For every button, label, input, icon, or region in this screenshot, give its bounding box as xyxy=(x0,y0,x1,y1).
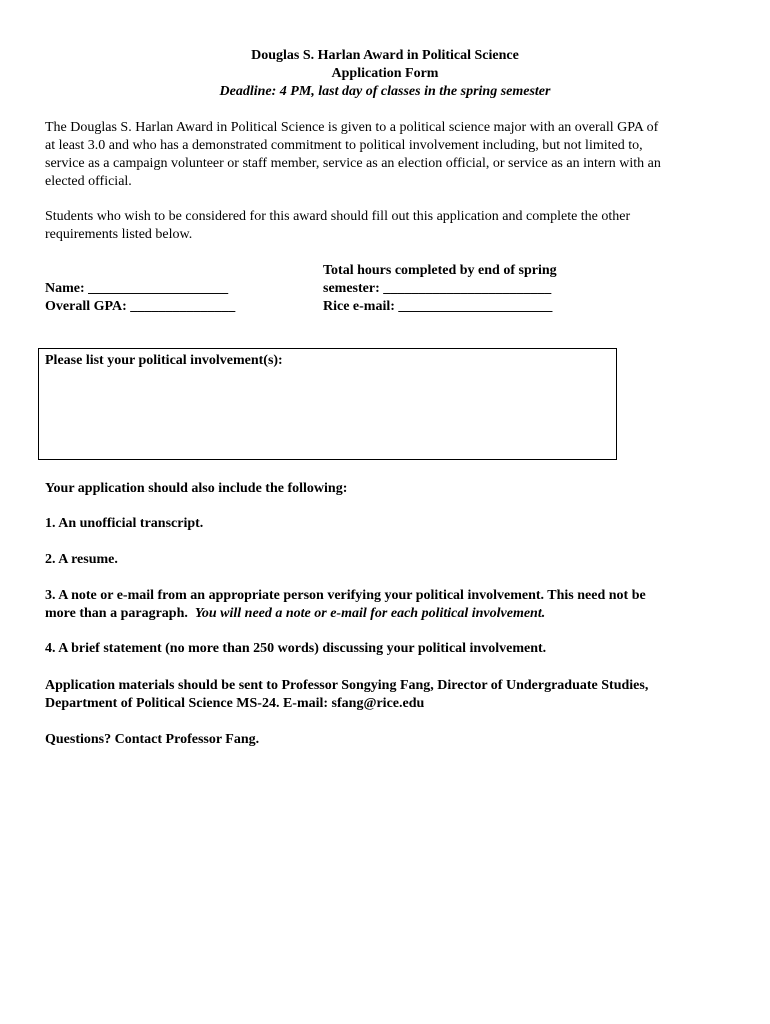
political-involvement-box[interactable] xyxy=(38,348,617,460)
political-involvement-label: Please list your political involvement(s): xyxy=(45,353,283,368)
submission-instructions xyxy=(45,677,725,713)
requirement-note-line xyxy=(45,605,725,623)
gpa-field[interactable]: Overall GPA: _______________ xyxy=(45,299,236,314)
document-title: Douglas S. Harlan Award in Political Science xyxy=(251,48,519,63)
intro-line: elected official. xyxy=(45,174,132,189)
document-subtitle: Application Form xyxy=(331,66,439,81)
hours-field[interactable]: semester: ________________________ xyxy=(323,281,552,296)
deadline-text: Deadline: 4 PM, last day of classes in the spring semester xyxy=(219,84,551,99)
students-line: requirements listed below. xyxy=(45,227,193,242)
fields-left-column xyxy=(45,280,285,316)
document-header xyxy=(0,47,770,101)
requirement-item-note xyxy=(45,587,725,623)
intro-line: The Douglas S. Harlan Award in Political Science is given to a political science major with an overall GPA of xyxy=(45,120,659,135)
students-paragraph xyxy=(45,208,725,244)
intro-paragraph xyxy=(45,119,725,191)
fields-right-column xyxy=(323,262,623,316)
submission-line: Application materials should be sent to Professor Songying Fang, Director of Undergraduate Studies, xyxy=(45,678,649,693)
email-field[interactable]: Rice e-mail: ______________________ xyxy=(323,299,553,314)
name-field[interactable]: Name: ____________________ xyxy=(45,281,229,296)
questions-contact: Questions? Contact Professor Fang. xyxy=(45,732,260,747)
requirement-item-transcript: 1. An unofficial transcript. xyxy=(45,516,204,531)
requirement-note-italic: You will need a note or e-mail for each political involvement. xyxy=(194,606,546,621)
hours-label: Total hours completed by end of spring xyxy=(323,263,557,278)
requirements-heading: Your application should also include the following: xyxy=(45,481,348,496)
intro-line: service as a campaign volunteer or staff member, service as an election official, or service as an intern with an xyxy=(45,156,661,171)
submission-line: Department of Political Science MS-24. E-mail: sfang@rice.edu xyxy=(45,696,425,711)
intro-line: at least 3.0 and who has a demonstrated commitment to political involvement including, but not limited to, xyxy=(45,138,643,153)
requirement-item-resume: 2. A resume. xyxy=(45,552,118,567)
requirement-note-line: 3. A note or e-mail from an appropriate person verifying your political involvement. This need not be xyxy=(45,588,646,603)
students-line: Students who wish to be considered for this award should fill out this application and complete the other xyxy=(45,209,631,224)
requirement-item-statement: 4. A brief statement (no more than 250 words) discussing your political involvement. xyxy=(45,641,547,656)
requirement-note-text: more than a paragraph. xyxy=(45,606,195,621)
